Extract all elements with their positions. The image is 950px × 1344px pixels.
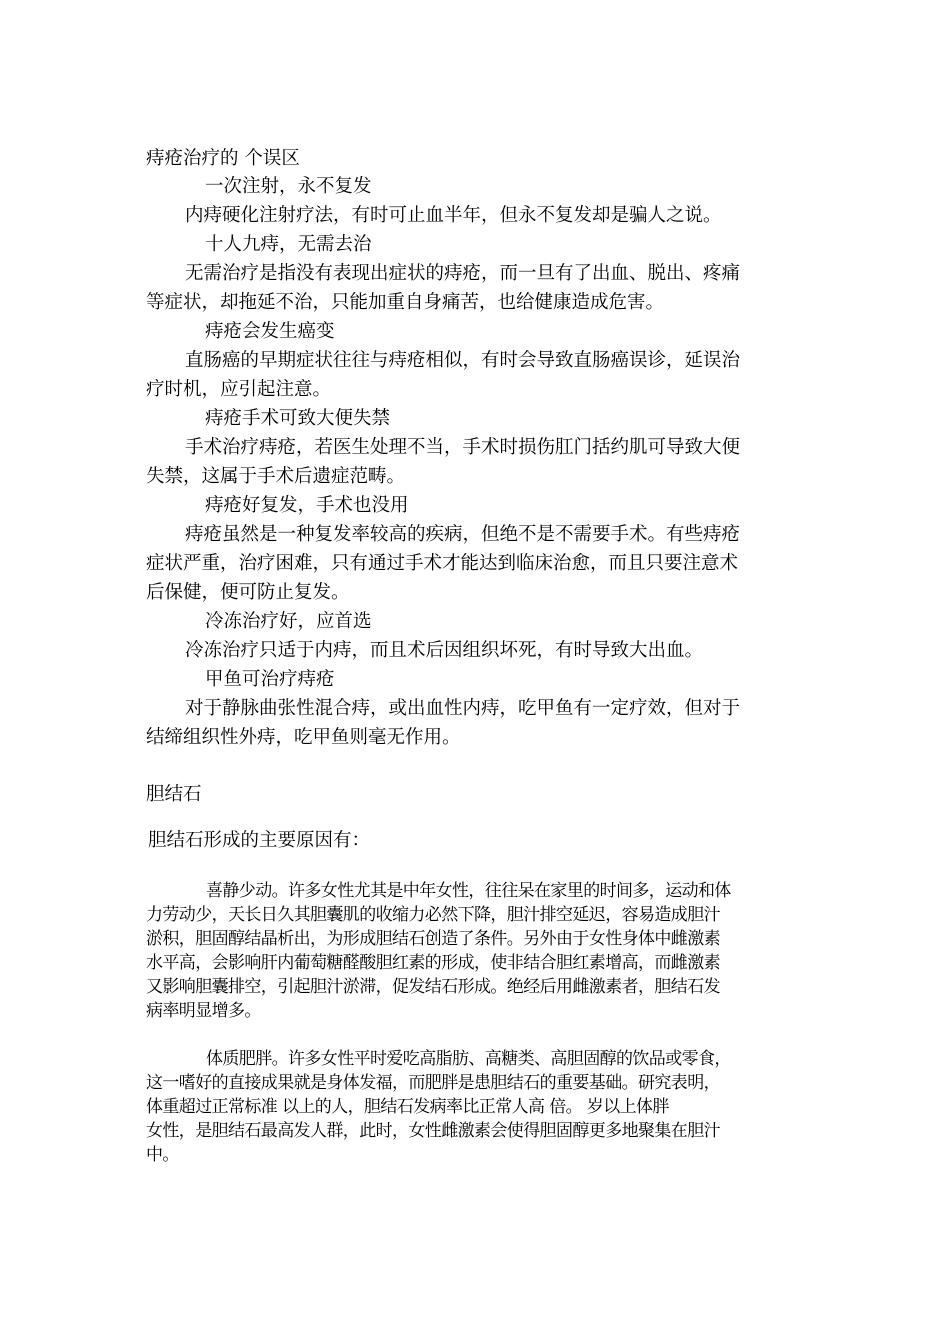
item1-heading: 一次注射，永不复发 xyxy=(205,176,372,197)
item3-heading: 痔疮会发生癌变 xyxy=(205,321,335,342)
para2-line: 中。 xyxy=(146,1145,179,1165)
item2-line: 等症状，却拖延不治，只能加重自身痛苦，也给健康造成危害。 xyxy=(146,292,665,313)
para2-line: 体质肥胖。许多女性平时爱吃高脂肪、高糖类、高胆固醇的饮品或零食， xyxy=(206,1049,731,1069)
item5-line: 痔疮虽然是一种复发率较高的疾病，但绝不是不需要手术。有些痔疮 xyxy=(185,524,741,545)
para1-line: 淤积，胆固醇结晶析出，为形成胆结石创造了条件。另外由于女性身体中雌激素 xyxy=(146,929,720,949)
item5-line: 症状严重，治疗困难，只有通过手术才能达到临床治愈，而且只要注意术 xyxy=(146,553,739,574)
item2-line: 无需治疗是指没有表现出症状的痔疮，而一旦有了出血、脱出、疼痛 xyxy=(185,263,741,284)
article1-title: 痔疮治疗的 个误区 xyxy=(146,148,300,169)
item5-heading: 痔疮好复发，手术也没用 xyxy=(205,495,409,516)
para1-line: 病率明显增多。 xyxy=(146,1001,261,1021)
item2-heading: 十人九痔，无需去治 xyxy=(205,234,372,255)
item7-line: 对于静脉曲张性混合痔，或出血性内痔，吃甲鱼有一定疗效，但对于 xyxy=(185,698,741,719)
para1-line: 力劳动少，天长日久其胆囊肌的收缩力必然下降，胆汁排空延迟，容易造成胆汁 xyxy=(146,905,720,925)
item4-line: 手术治疗痔疮，若医生处理不当，手术时损伤肛门括约肌可导致大便 xyxy=(185,437,741,458)
item4-line: 失禁，这属于手术后遗症范畴。 xyxy=(146,466,406,487)
para2-line: 女性，是胆结石最高发人群，此时，女性雌激素会使得胆固醇更多地聚集在胆汁 xyxy=(146,1121,720,1141)
item7-heading: 甲鱼可治疗痔疮 xyxy=(205,669,335,690)
item3-line: 直肠癌的早期症状往往与痔疮相似，有时会导致直肠癌误诊，延误治 xyxy=(185,350,741,371)
para1-line: 喜静少动。许多女性尤其是中年女性，往往呆在家里的时间多，运动和体 xyxy=(206,881,731,901)
item1-line: 内痔硬化注射疗法，有时可止血半年，但永不复发却是骗人之说。 xyxy=(185,205,722,226)
para1-line: 水平高，会影响肝内葡萄糖醛酸胆红素的形成，使非结合胆红素增高，而雌激素 xyxy=(146,953,720,973)
item5-line: 后保健，便可防止复发。 xyxy=(146,582,350,603)
para2-line: 体重超过正常标准 以上的人，胆结石发病率比正常人高 倍。 岁以上体胖 xyxy=(146,1097,669,1117)
article2-intro: 胆结石形成的主要原因有： xyxy=(148,830,371,851)
para2-line: 这一嗜好的直接成果就是身体发福，而肥胖是患胆结石的重要基础。研究表明， xyxy=(146,1073,720,1093)
article2-title: 胆结石 xyxy=(146,784,202,805)
item6-heading: 冷冻治疗好，应首选 xyxy=(205,611,372,632)
item6-line: 冷冻治疗只适于内痔，而且术后因组织坏死，有时导致大出血。 xyxy=(185,640,704,661)
item7-line: 结缔组织性外痔，吃甲鱼则毫无作用。 xyxy=(146,727,461,748)
item3-line: 疗时机，应引起注意。 xyxy=(146,379,332,400)
item4-heading: 痔疮手术可致大便失禁 xyxy=(205,408,391,429)
para1-line: 又影响胆囊排空，引起胆汁淤滞，促发结石形成。绝经后用雌激素者，胆结石发 xyxy=(146,977,720,997)
